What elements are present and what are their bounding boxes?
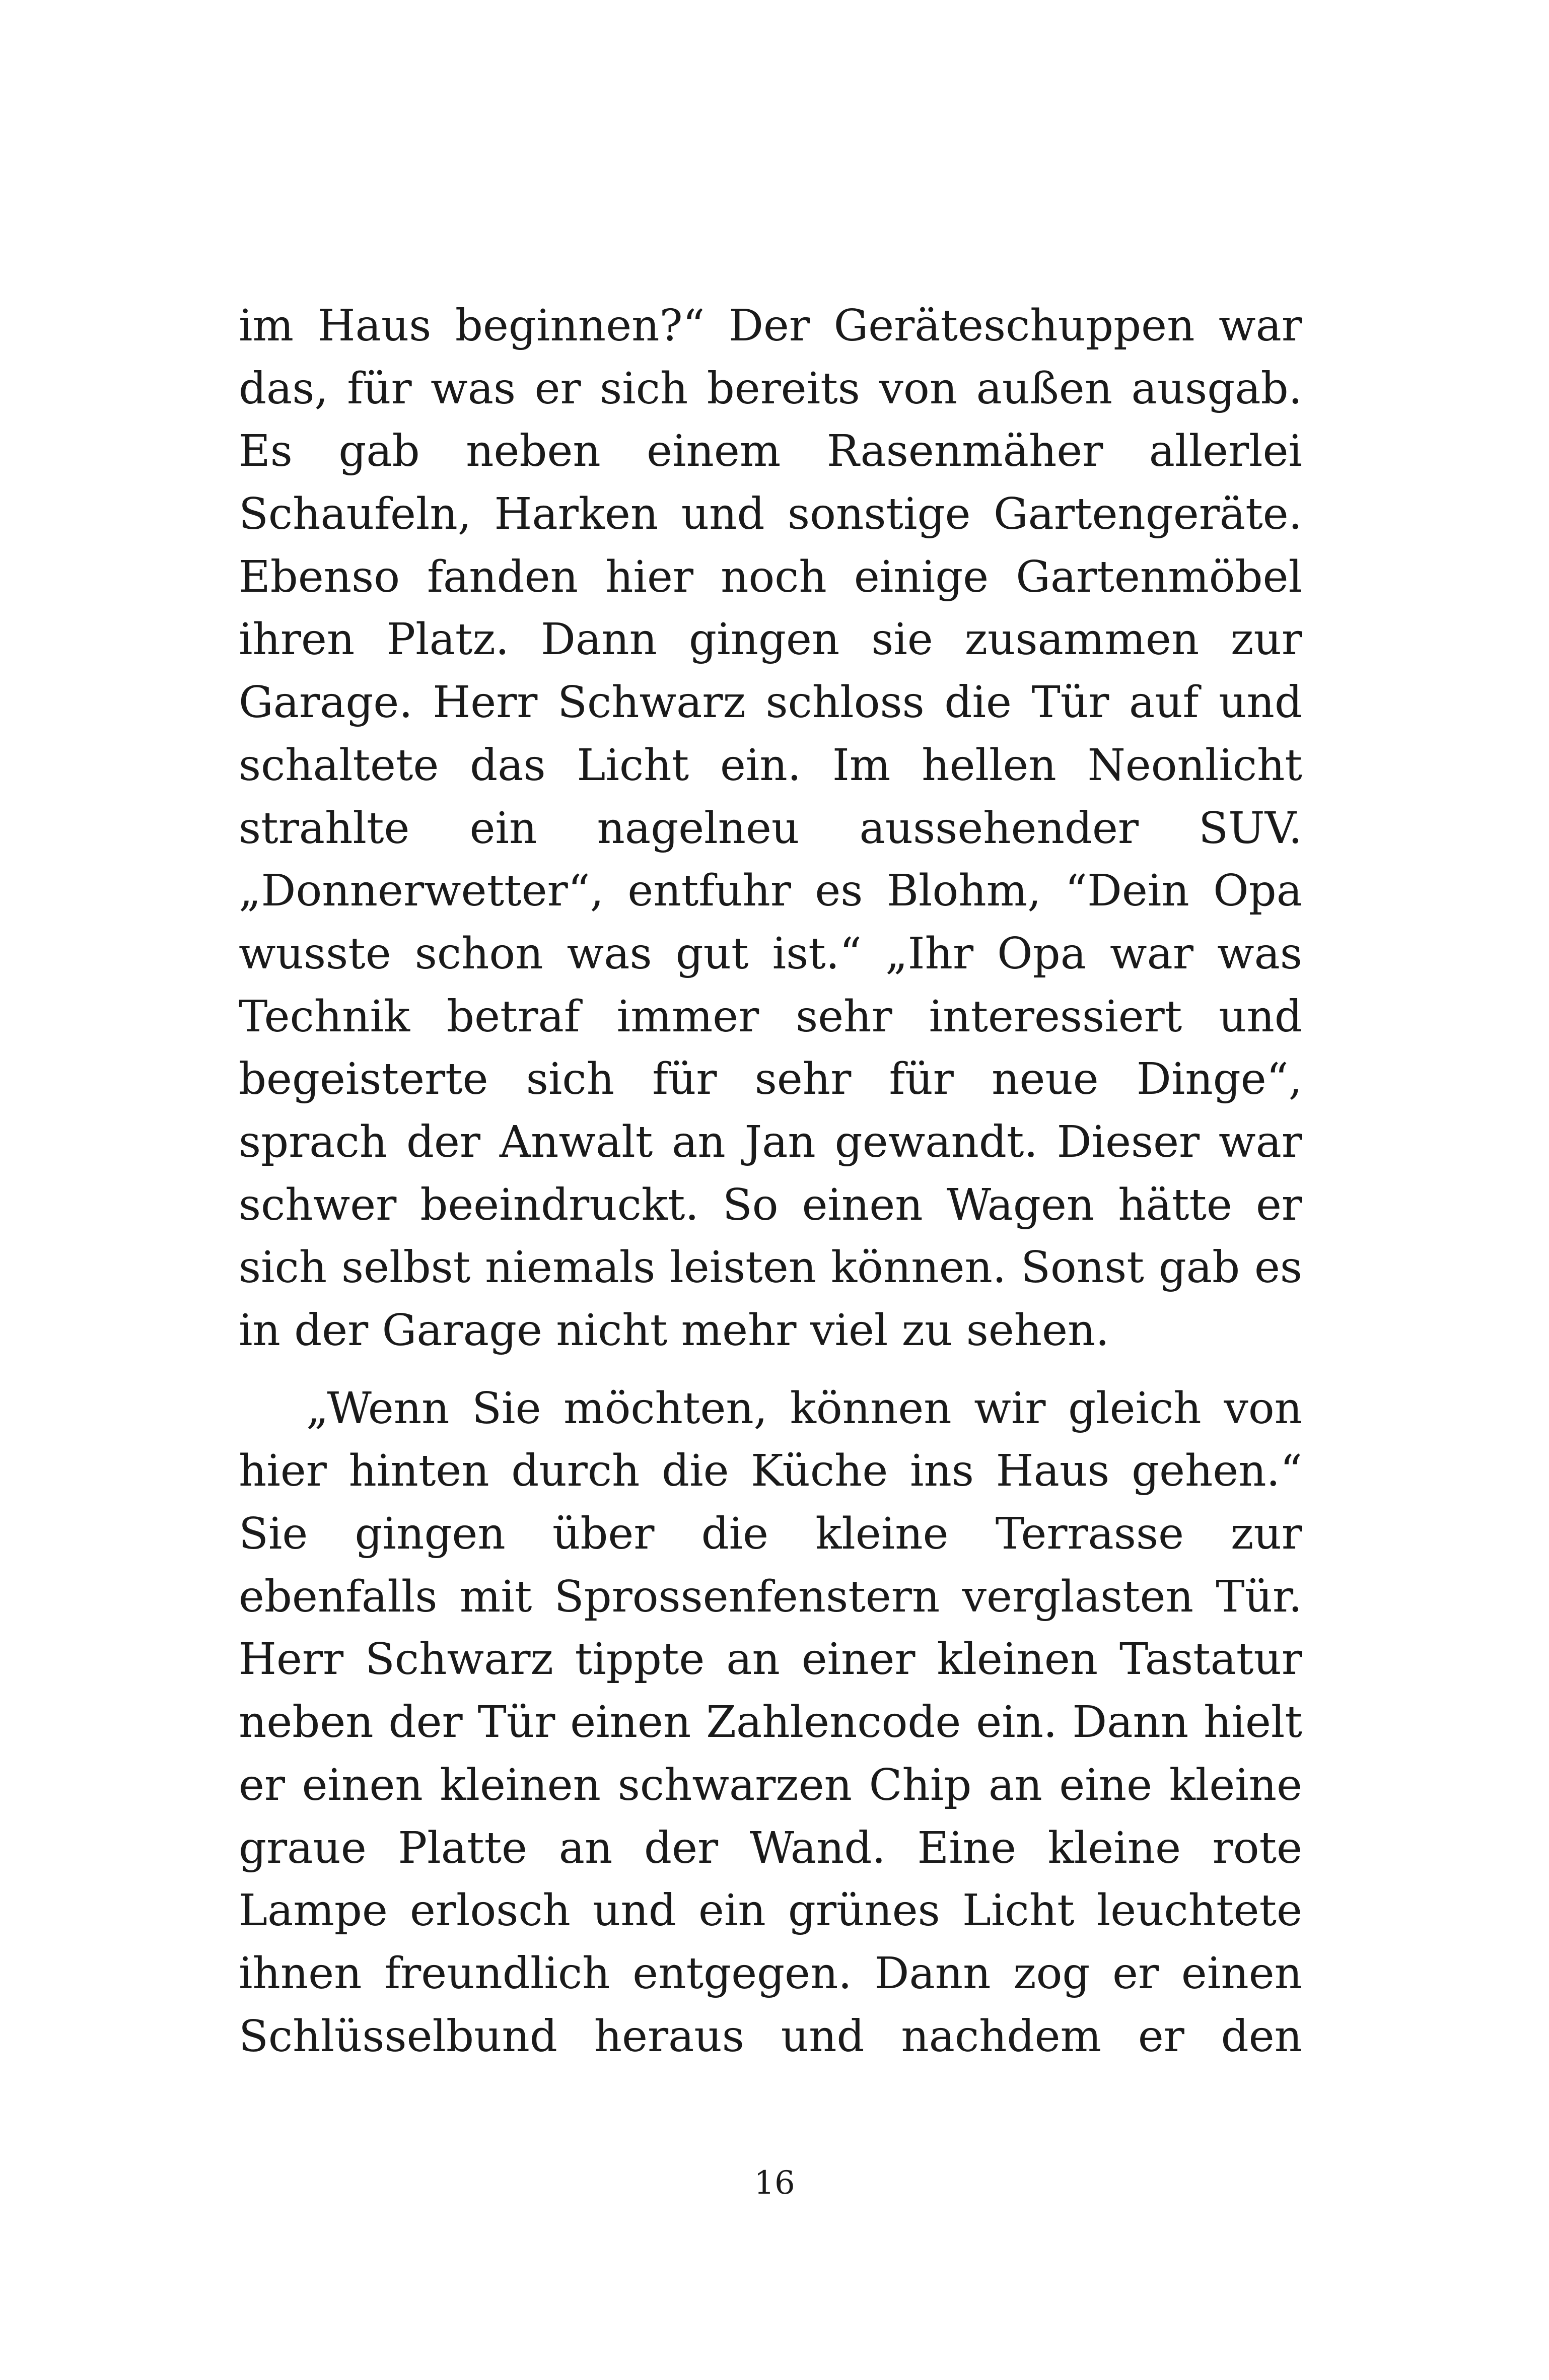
text-line: schwer beeindruckt. So einen Wagen hätte er <box>239 1179 1302 1230</box>
text-line: neben der Tür einen Zahlencode ein. Dann hielt <box>239 1697 1302 1748</box>
text-line: im Haus beginnen?“ Der Geräteschuppen war <box>239 301 1302 351</box>
text-line: wusste schon was gut ist.“ „Ihr Opa war was <box>239 928 1302 979</box>
text-line: begeisterte sich für sehr für neue Dinge“, <box>239 1054 1302 1105</box>
text-line: Lampe erlosch und ein grünes Licht leuchtete <box>239 1885 1302 1936</box>
text-line: Ebenso fanden hier noch einige Gartenmöbel <box>239 551 1302 602</box>
text-line: hier hinten durch die Küche ins Haus gehen.“ <box>239 1446 1302 1497</box>
text-line: Sie gingen über die kleine Terrasse zur <box>239 1509 1302 1560</box>
text-line: er einen kleinen schwarzen Chip an eine kleine <box>239 1760 1302 1810</box>
text-line: „Wenn Sie möchten, können wir gleich von <box>306 1383 1302 1434</box>
page-number: 16 <box>754 2164 795 2202</box>
text-line: sich selbst niemals leisten können. Sonst gab es <box>239 1242 1302 1293</box>
text-line: Es gab neben einem Rasenmäher allerlei <box>239 426 1302 477</box>
text-line: graue Platte an der Wand. Eine kleine rote <box>239 1823 1302 1873</box>
text-line: „Donnerwetter“, entfuhr es Blohm, “Dein Opa <box>239 866 1302 917</box>
text-line: Garage. Herr Schwarz schloss die Tür auf und <box>239 677 1302 728</box>
text-line: in der Garage nicht mehr viel zu sehen. <box>239 1305 1109 1356</box>
text-line: schaltete das Licht ein. Im hellen Neonlicht <box>239 740 1302 791</box>
paragraph-1 <box>239 295 1302 1362</box>
body-text <box>239 295 1302 2068</box>
text-line: das, für was er sich bereits von außen ausgab. <box>239 363 1302 414</box>
text-line: sprach der Anwalt an Jan gewandt. Dieser war <box>239 1116 1302 1167</box>
text-line: ebenfalls mit Sprossenfenstern verglasten Tür. <box>239 1571 1302 1622</box>
text-line: ihnen freundlich entgegen. Dann zog er einen <box>239 1948 1302 1999</box>
text-line: Herr Schwarz tippte an einer kleinen Tastatur <box>239 1634 1302 1685</box>
text-line: Technik betraf immer sehr interessiert und <box>239 991 1302 1042</box>
paragraph-2 <box>239 1377 1302 2068</box>
text-line: Schlüsselbund heraus und nachdem er den <box>239 2011 1302 2062</box>
text-line: Schaufeln, Harken und sonstige Gartengeräte. <box>239 489 1302 540</box>
text-line: strahlte ein nagelneu aussehender SUV. <box>239 803 1302 854</box>
text-line: ihren Platz. Dann gingen sie zusammen zur <box>239 614 1302 665</box>
paragraph-spacer <box>239 1362 1302 1377</box>
